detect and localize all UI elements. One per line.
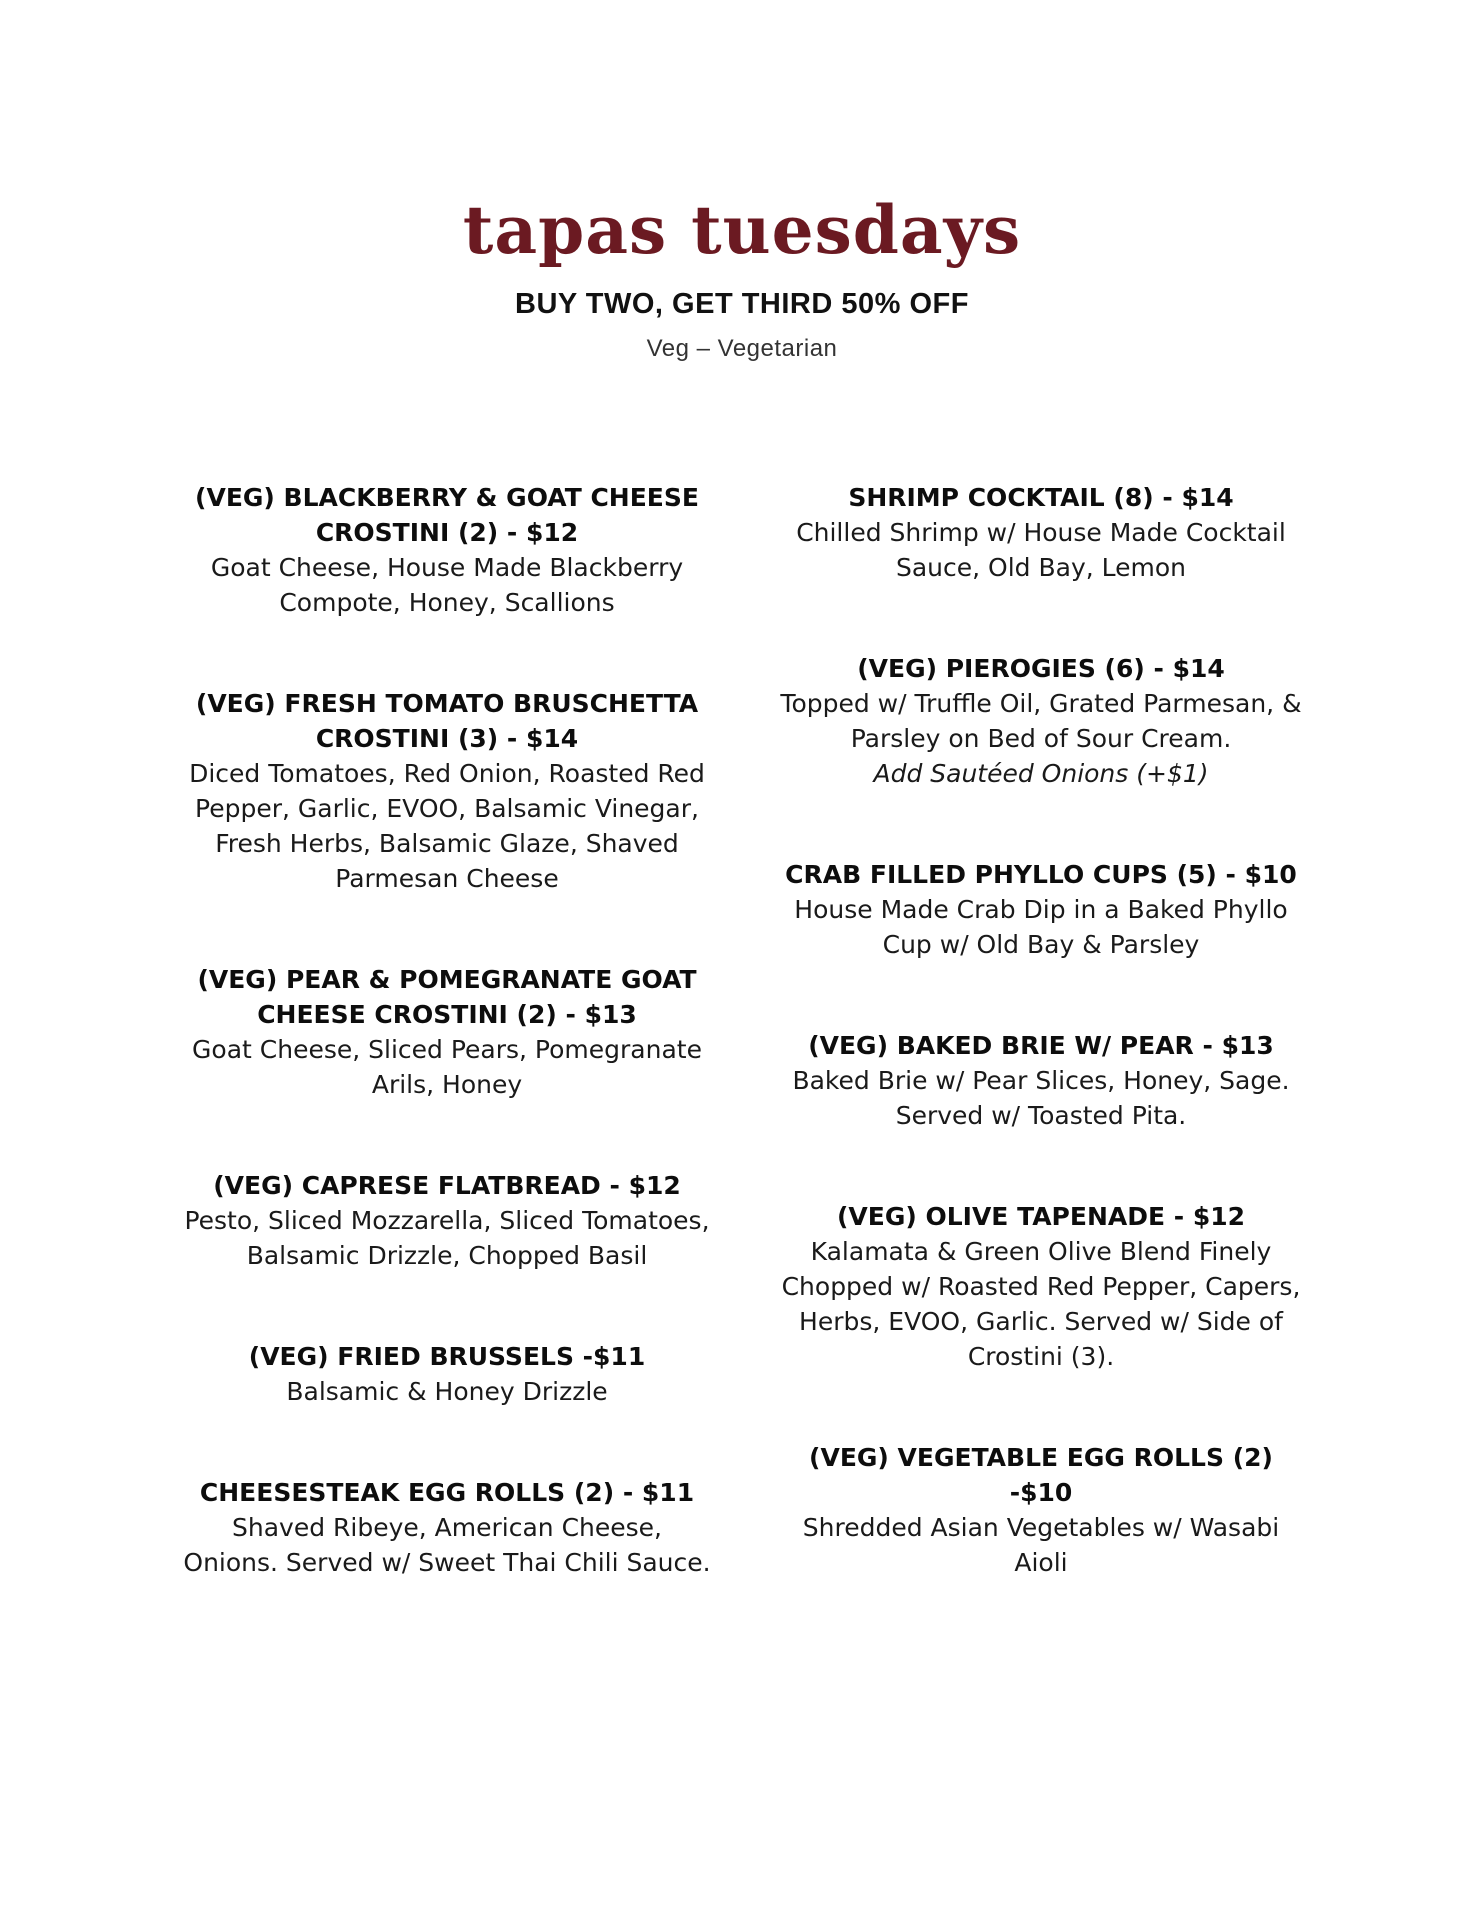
item-name: SHRIMP COCKTAIL (8) - $14 bbox=[848, 483, 1234, 512]
item-name: (VEG) OLIVE TAPENADE - $12 bbox=[836, 1202, 1246, 1231]
item-name: (VEG) CAPRESE FLATBREAD - $12 bbox=[213, 1171, 681, 1200]
item-name: (VEG) FRIED BRUSSELS -$11 bbox=[248, 1342, 646, 1371]
item-description: Balsamic & Honey Drizzle bbox=[286, 1377, 608, 1406]
menu-item bbox=[776, 857, 1306, 962]
item-description: Topped w/ Truffle Oil, Grated Parmesan, & Parsley on Bed of Sour Cream. bbox=[780, 689, 1302, 753]
dietary-legend: Veg – Vegetarian bbox=[646, 335, 838, 362]
menu-item bbox=[182, 962, 712, 1102]
menu-item bbox=[776, 1199, 1306, 1374]
item-description: Shredded Asian Vegetables w/ Wasabi Aioli bbox=[802, 1513, 1280, 1577]
item-description: Diced Tomatoes, Red Onion, Roasted Red Pepper, Garlic, EVOO, Balsamic Vinegar, Fresh Herbs, Balsamic Glaze, Shaved Parmesan Cheese bbox=[189, 759, 705, 893]
promo-subtitle: BUY TWO, GET THIRD 50% OFF bbox=[515, 288, 969, 320]
item-description: House Made Crab Dip in a Baked Phyllo Cup w/ Old Bay & Parsley bbox=[794, 895, 1288, 959]
item-description: Goat Cheese, Sliced Pears, Pomegranate Arils, Honey bbox=[192, 1035, 702, 1099]
item-name: (VEG) VEGETABLE EGG ROLLS (2) -$10 bbox=[809, 1443, 1273, 1507]
item-name: (VEG) PEAR & POMEGRANATE GOAT CHEESE CROSTINI (2) - $13 bbox=[197, 965, 697, 1029]
item-description: Goat Cheese, House Made Blackberry Compote, Honey, Scallions bbox=[210, 553, 684, 617]
menu-item bbox=[776, 480, 1306, 585]
left-menu-column bbox=[182, 480, 712, 1580]
menu-item bbox=[182, 1168, 712, 1273]
menu-header bbox=[0, 190, 1484, 363]
menu-item bbox=[182, 480, 712, 620]
menu-item bbox=[182, 1475, 712, 1580]
menu-item bbox=[776, 1028, 1306, 1133]
item-description: Pesto, Sliced Mozzarella, Sliced Tomatoes, Balsamic Drizzle, Chopped Basil bbox=[184, 1206, 710, 1270]
item-name: (VEG) PIEROGIES (6) - $14 bbox=[857, 654, 1225, 683]
menu-item bbox=[776, 651, 1306, 791]
item-name: (VEG) BLACKBERRY & GOAT CHEESE CROSTINI (2) - $12 bbox=[195, 483, 699, 547]
item-description: Baked Brie w/ Pear Slices, Honey, Sage. Served w/ Toasted Pita. bbox=[792, 1066, 1290, 1130]
item-description: Shaved Ribeye, American Cheese, Onions. Served w/ Sweet Thai Chili Sauce. bbox=[183, 1513, 711, 1577]
menu-item bbox=[776, 1440, 1306, 1580]
item-addon-note: Add Sautéed Onions (+$1) bbox=[873, 759, 1209, 788]
item-name: (VEG) BAKED BRIE W/ PEAR - $13 bbox=[808, 1031, 1274, 1060]
item-name: CHEESESTEAK EGG ROLLS (2) - $11 bbox=[199, 1478, 695, 1507]
item-description: Kalamata & Green Olive Blend Finely Chopped w/ Roasted Red Pepper, Capers, Herbs, EVOO, Garlic. Served w/ Side of Crostini (3). bbox=[781, 1237, 1301, 1371]
menu-item bbox=[182, 1339, 712, 1409]
right-menu-column bbox=[776, 480, 1306, 1580]
menu-item bbox=[182, 686, 712, 896]
menu-title: tapas tuesdays bbox=[462, 191, 1022, 269]
item-description: Chilled Shrimp w/ House Made Cocktail Sauce, Old Bay, Lemon bbox=[796, 518, 1286, 582]
item-name: (VEG) FRESH TOMATO BRUSCHETTA CROSTINI (3) - $14 bbox=[195, 689, 699, 753]
item-name: CRAB FILLED PHYLLO CUPS (5) - $10 bbox=[785, 860, 1297, 889]
